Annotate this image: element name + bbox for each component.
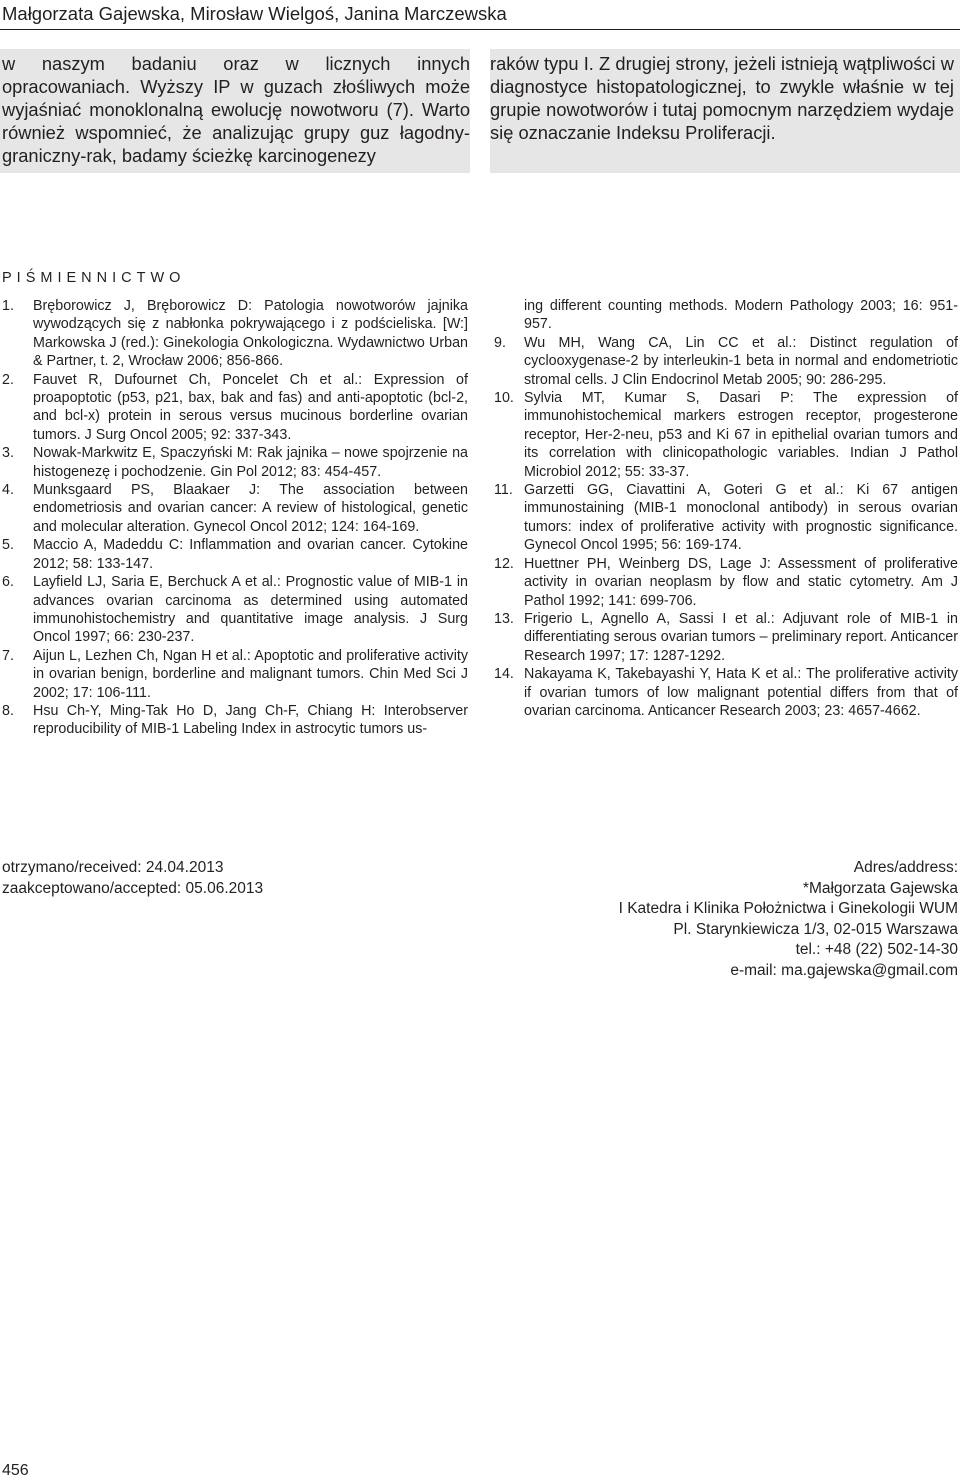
reference-text: Nakayama K, Takebayashi Y, Hata K et al.: The proliferative activity if ovarian tumors of low malignant potential differs from that of ovarian carcinoma. Anticancer Research 2003; 23: 4657-4662. <box>524 666 958 719</box>
page-number: 456 <box>2 1462 29 1479</box>
reference-number: 14. <box>494 666 514 683</box>
reference-text: Sylvia MT, Kumar S, Dasari P: The expression of immunohistochemical markers estrogen receptor, progesterone receptor, Her-2-neu, p53 and Ki 67 in epithelial ovarian tumors and its correlation with clinicopathologic variables. Indian J Pathol Microbiol 2012; 55: 33-37. <box>524 390 958 480</box>
reference-number: 7. <box>2 647 14 664</box>
reference-item <box>494 665 958 720</box>
reference-number: 10. <box>494 390 514 407</box>
header-authors: Małgorzata Gajewska, Mirosław Wielgoś, Janina Marczewska <box>2 3 507 24</box>
reference-item <box>494 610 958 665</box>
author-name: *Małgorzata Gajewska <box>802 879 958 897</box>
reference-item <box>2 647 468 702</box>
address-block <box>619 858 958 981</box>
body-text-left: w naszym badaniu oraz w licznych innych opracowaniach. Wyższy IP w guzach złośliwych może wyjaśniać monoklonalną ewolucję nowotworu (7). Warto również wspomnieć, że analizując grupy guz łagodny-graniczny-rak, badamy ścieżkę karcinogenezy <box>2 53 470 166</box>
reference-number: 9. <box>494 334 506 351</box>
reference-number: 2. <box>2 371 14 388</box>
reference-item <box>494 555 958 610</box>
reference-number: 13. <box>494 610 514 627</box>
institution: I Katedra i Klinika Położnictwa i Ginekologii WUM <box>618 900 958 917</box>
reference-item <box>2 536 468 573</box>
reference-number: 5. <box>2 537 14 554</box>
reference-item <box>2 481 468 536</box>
reference-text: Aijun L, Lezhen Ch, Ngan H et al.: Apoptotic and proliferative activity in ovarian benign, borderline and malignant tumors. Chin Med Sci J 2002; 17: 106-111. <box>33 647 468 701</box>
reference-text: Nowak-Markwitz E, Spaczyński M: Rak jajnika – nowe spojrzenie na histogenezę i pochodzenie. Gin Pol 2012; 83: 454-457. <box>33 445 468 480</box>
reference-number: 8. <box>2 702 14 719</box>
references-left-column <box>2 297 468 739</box>
reference-text: Maccio A, Madeddu C: Inflammation and ovarian cancer. Cytokine 2012; 58: 133-147. <box>33 537 468 572</box>
references-right-column <box>494 297 958 720</box>
reference-number: 4. <box>2 482 14 499</box>
phone: tel.: +48 (22) 502-14-30 <box>795 941 958 958</box>
received-date: otrzymano/received: 24.04.2013 <box>2 859 224 876</box>
reference-item <box>494 481 958 555</box>
references-title: PIŚMIENNICTWO <box>2 270 186 286</box>
reference-number: 12. <box>494 555 514 572</box>
reference-number: 6. <box>2 574 14 591</box>
reference-item <box>2 371 468 445</box>
accepted-date: zaakceptowano/accepted: 05.06.2013 <box>2 879 264 897</box>
reference-number: 1. <box>2 298 14 314</box>
reference-item <box>494 334 958 389</box>
email[interactable]: e-mail: ma.gajewska@gmail.com <box>730 961 958 979</box>
reference-item <box>2 297 468 371</box>
reference-text: Garzetti GG, Ciavattini A, Goteri G et al.: Ki 67 antigen immunostaining (MIB-1 monoclonal antibody) in serous ovarian tumors: index of proliferative activity with prognostic significance. Gynecol Oncol 1995; 56: 169-174. <box>524 482 958 554</box>
reference-text: Frigerio L, Agnello A, Sassi I et al.: Adjuvant role of MIB-1 in differentiating serous ovarian tumors – preliminary report. Anticancer Research 1997; 17: 1287-1292. <box>524 610 958 664</box>
body-text-left-box <box>0 49 470 173</box>
reference-text: Layfield LJ, Saria E, Berchuck A et al.: Prognostic value of MIB-1 in advances ovarian carcinoma as determined using automated immunohistochemistry and quantitative image analysis. J Surg Oncol 1997; 66: 230-237. <box>33 574 468 646</box>
body-text-right-box <box>490 49 960 173</box>
reference-text: Huettner PH, Weinberg DS, Lage J: Assessment of proliferative activity in ovarian neoplasm by flow and static cytometry. Am J Pathol 1992; 141: 699-706. <box>524 555 958 609</box>
reference-item <box>2 573 468 647</box>
reference-number: 3. <box>2 445 14 462</box>
reference-text: Munksgaard PS, Blaakaer J: The association between endometriosis and ovarian cancer: A review of histological, genetic and molecular alteration. Gynecol Oncol 2012; 124: 164-169. <box>33 482 468 535</box>
reference-text: Fauvet R, Dufournet Ch, Poncelet Ch et al.: Expression of proapoptotic (p53, p21, bax, bak and fas) and anti-apoptotic (bcl-2, and bcl-x) protein in serous versus mucinous borderline ovarian tumors. J Surg Oncol 2005; 92: 337-343. <box>33 371 468 443</box>
dates-block <box>2 858 263 899</box>
reference-continuation <box>494 297 958 334</box>
reference-text: Wu MH, Wang CA, Lin CC et al.: Distinct regulation of cyclooxygenase-2 by interleukin-1 beta in normal and endometriotic stromal cells. J Clin Endocrinol Metab 2005; 90: 286-295. <box>524 334 958 388</box>
address-label: Adres/address: <box>853 859 958 876</box>
reference-item <box>2 444 468 481</box>
reference-text: Hsu Ch-Y, Ming-Tak Ho D, Jang Ch-F, Chiang H: Interobserver reproducibility of MIB-1 Labeling Index in astrocytic tumors us- <box>33 702 468 738</box>
street-address: Pl. Starynkiewicza 1/3, 02-015 Warszawa <box>673 920 958 938</box>
running-header <box>0 0 960 30</box>
reference-item <box>494 389 958 481</box>
body-text-right: raków typu I. Z drugiej strony, jeżeli istnieją wątpliwości w diagnostyce histopatologicznej, to zwykle właśnie w tej grupie nowotworów i tutaj pomocnym narzędziem wydaje się oznaczanie Indeksu Proliferacji. <box>490 53 954 143</box>
reference-text: Bręborowicz J, Bręborowicz D: Patologia nowotworów jajnika wywodzących się z nabłonka pokrywającego i z podścieliska. [W:] Markowska J (red.): Ginekologia Onkologiczna. Wydawnictwo Urban & Partner, t. 2, Wrocław 2006; 856-866. <box>33 298 468 370</box>
reference-number: 11. <box>494 482 513 499</box>
reference-text: ing different counting methods. Modern Pathology 2003; 16: 951-957. <box>524 298 958 333</box>
reference-item <box>2 702 468 739</box>
